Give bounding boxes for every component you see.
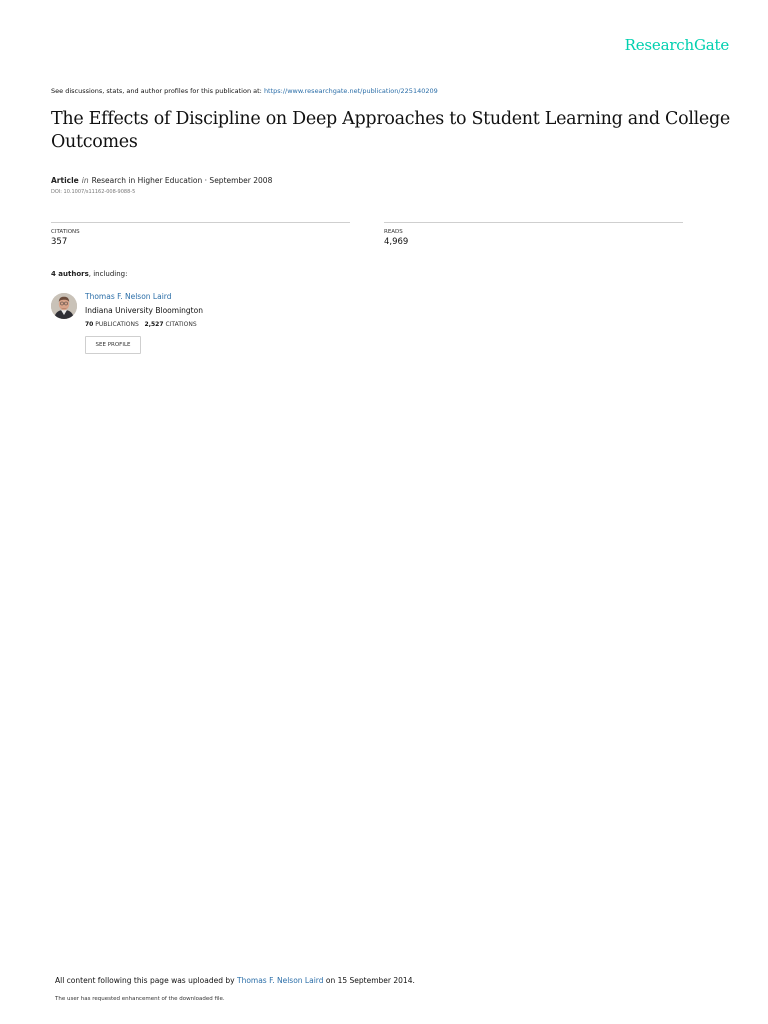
journal-date[interactable]: Research in Higher Education · September 2008 bbox=[91, 176, 273, 185]
publication-url-link[interactable]: https://www.researchgate.net/publication/225140209 bbox=[263, 87, 438, 95]
article-meta bbox=[51, 176, 272, 185]
reads-stat bbox=[384, 229, 408, 247]
discussion-prefix: See discussions, stats, and author profiles for this publication at: bbox=[51, 87, 264, 95]
author-name-link[interactable]: Thomas F. Nelson Laird bbox=[85, 292, 172, 301]
upload-suffix: on 15 September 2014. bbox=[323, 976, 415, 985]
article-title: The Effects of Discipline on Deep Approaches to Student Learning and College Outcomes bbox=[51, 109, 730, 152]
citations-stat bbox=[51, 229, 80, 247]
citations-value: 357 bbox=[51, 237, 68, 247]
authors-count: 4 authors bbox=[51, 270, 89, 278]
uploader-link[interactable]: Thomas F. Nelson Laird bbox=[236, 976, 324, 985]
upload-info bbox=[55, 976, 415, 985]
upload-prefix: All content following this page was uploaded by bbox=[55, 976, 237, 985]
article-in-label: in bbox=[81, 176, 89, 185]
author-publications-label: PUBLICATIONS bbox=[95, 321, 139, 328]
divider-citations bbox=[51, 222, 350, 223]
divider-reads bbox=[384, 222, 683, 223]
article-type: Article bbox=[51, 176, 79, 185]
author-publications-count: 70 bbox=[85, 321, 94, 328]
reads-value: 4,969 bbox=[384, 237, 409, 247]
publication-discussion-line bbox=[51, 87, 438, 95]
citations-label: CITATIONS bbox=[51, 229, 80, 235]
enhancement-note: The user has requested enhancement of the downloaded file. bbox=[55, 996, 225, 1002]
authors-including: , including: bbox=[88, 270, 128, 278]
author-photo-icon bbox=[51, 293, 77, 319]
author-citations-label: CITATIONS bbox=[165, 321, 197, 328]
author-stats bbox=[85, 321, 197, 328]
researchgate-logo[interactable]: ResearchGate bbox=[624, 36, 729, 54]
author-citations-count: 2,527 bbox=[144, 321, 164, 328]
author-institution[interactable]: Indiana University Bloomington bbox=[85, 306, 203, 315]
see-profile-button[interactable]: SEE PROFILE bbox=[85, 336, 141, 354]
reads-label: READS bbox=[384, 229, 403, 235]
authors-heading bbox=[51, 270, 127, 278]
author-avatar[interactable] bbox=[51, 293, 77, 319]
article-doi: DOI: 10.1007/s11162-008-9088-5 bbox=[51, 189, 136, 195]
